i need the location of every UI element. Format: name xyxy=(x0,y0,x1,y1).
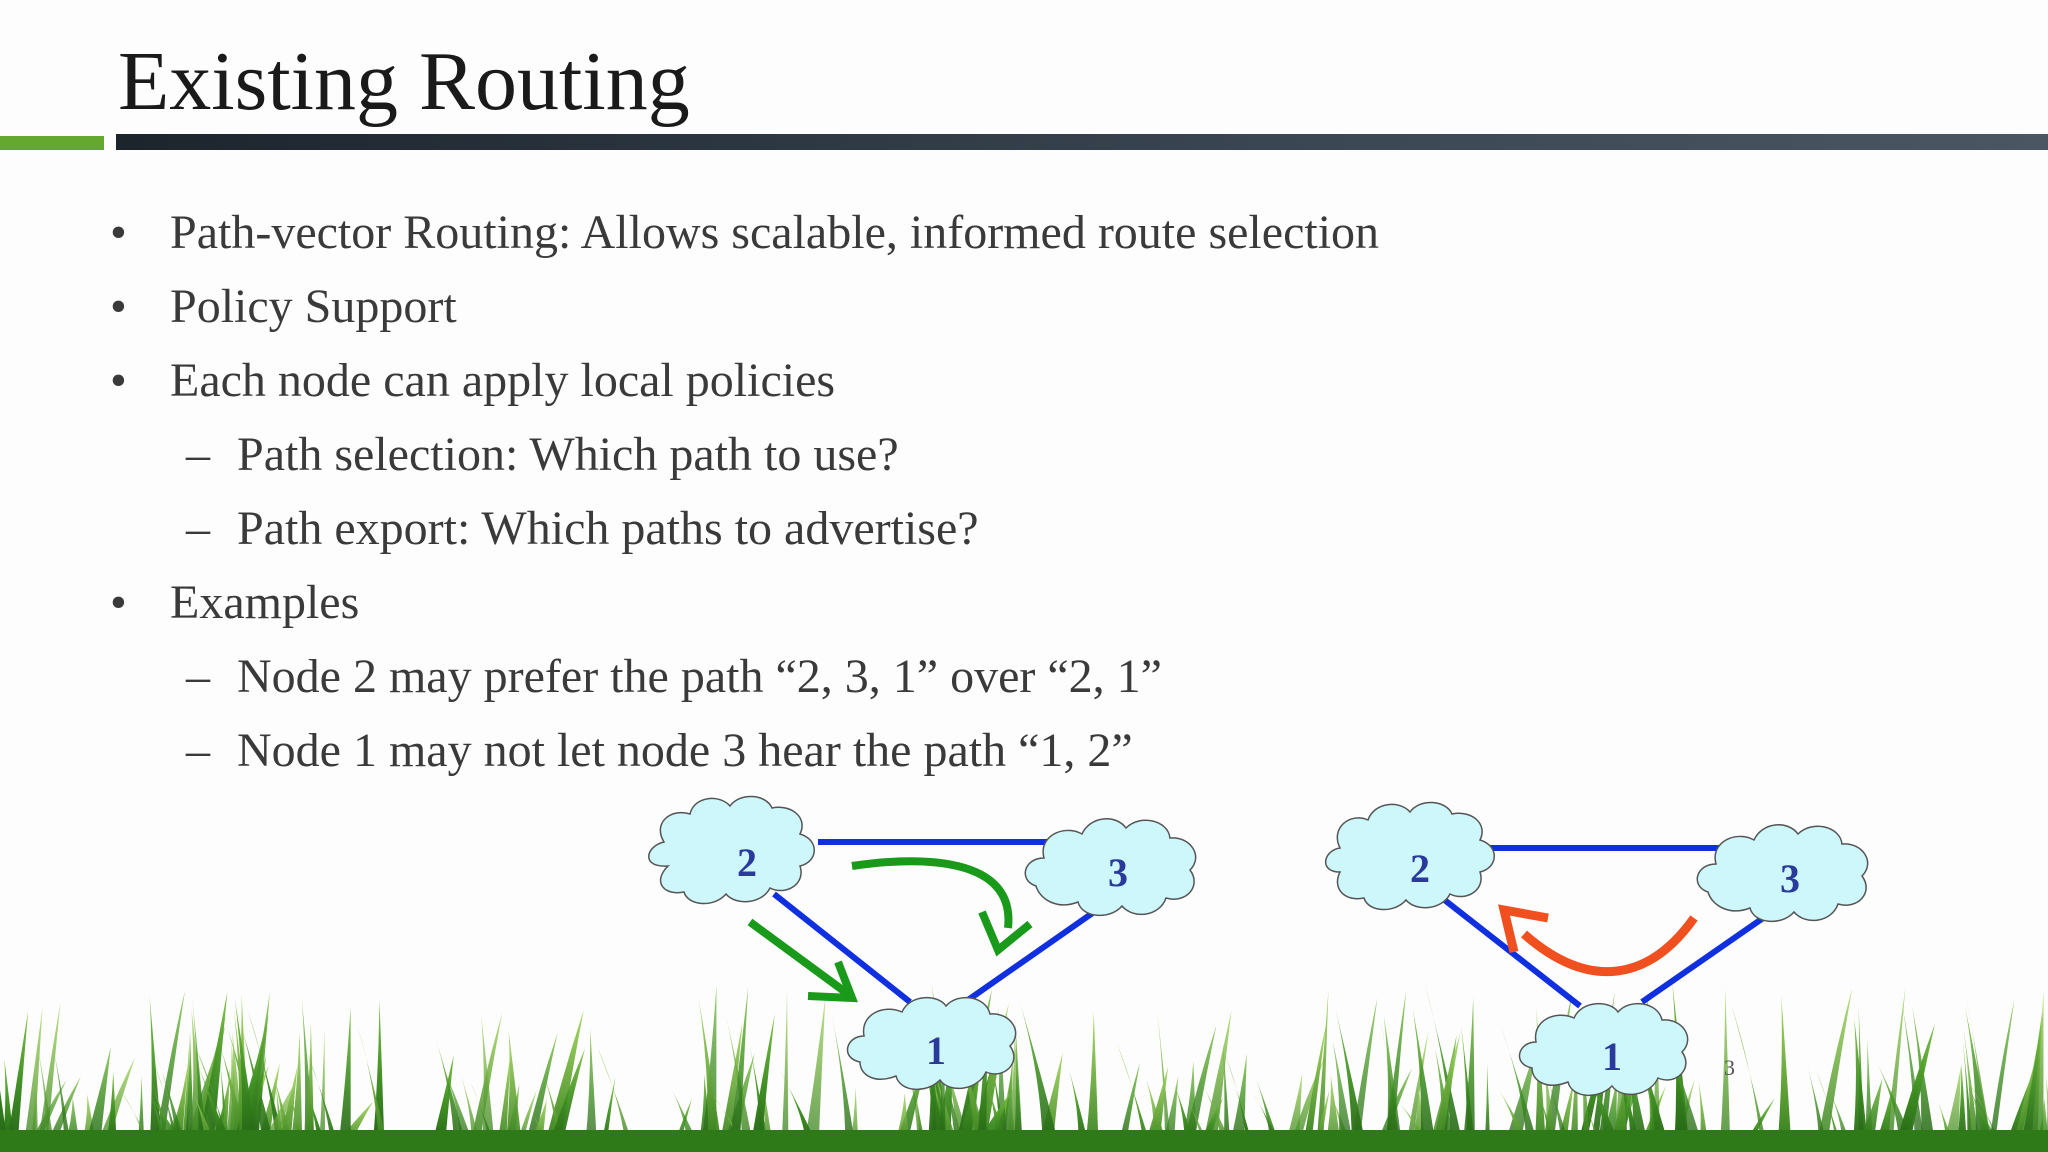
dash-marker: – xyxy=(186,724,210,777)
bullet-marker: • xyxy=(110,280,127,333)
dash-marker: – xyxy=(186,650,210,703)
node-label-3: 3 xyxy=(1108,850,1128,895)
bullet-marker: • xyxy=(110,354,127,407)
cloud-node-2 xyxy=(1326,802,1495,909)
node-label-2: 2 xyxy=(737,840,757,885)
bullet-text: Node 1 may not let node 3 hear the path “1, 2” xyxy=(237,724,1133,777)
blocked-export-arrow xyxy=(1504,910,1694,972)
slide-title: Existing Routing xyxy=(118,35,690,128)
link-3-1 xyxy=(1642,916,1766,1002)
bullet-text: Path export: Which paths to advertise? xyxy=(237,502,979,555)
bullet-text: Examples xyxy=(170,576,360,629)
bullet-marker: • xyxy=(110,206,127,259)
cloud-node-1 xyxy=(1520,1004,1688,1096)
bullet-text: Path-vector Routing: Allows scalable, informed route selection xyxy=(170,206,1380,259)
bullet-text: Node 2 may prefer the path “2, 3, 1” over “2, 1” xyxy=(237,650,1162,703)
bullet-text: Each node can apply local policies xyxy=(170,354,836,407)
dash-marker: – xyxy=(186,502,210,555)
dash-marker: – xyxy=(186,428,210,481)
bullet-marker: • xyxy=(110,576,127,629)
bullet-text: Path selection: Which path to use? xyxy=(237,428,899,481)
node-label-1: 1 xyxy=(1602,1034,1622,1079)
cloud-node-3 xyxy=(1697,825,1867,922)
bullet-text: Policy Support xyxy=(170,280,457,333)
node-label-1: 1 xyxy=(926,1028,946,1073)
page-number: 3 xyxy=(1724,1055,1735,1080)
node-label-2: 2 xyxy=(1410,846,1430,891)
node-label-3: 3 xyxy=(1780,856,1800,901)
